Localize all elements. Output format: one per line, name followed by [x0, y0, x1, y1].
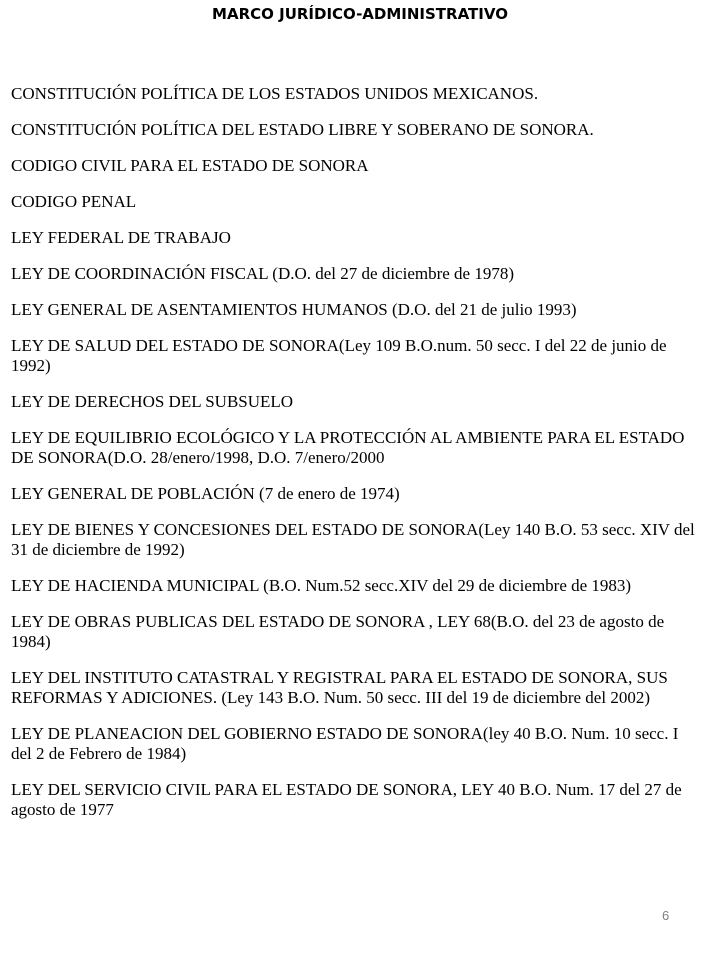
law-item-ley-instituto-catastral: LEY DEL INSTITUTO CATASTRAL Y REGISTRAL PARA EL ESTADO DE SONORA, SUS REFORMAS Y ADICIONES. (Ley 143 B.O. Num. 50 secc. III del 19 de diciembre del 2002): [11, 668, 668, 707]
law-item-ley-coordinacion-fiscal: LEY DE COORDINACIÓN FISCAL (D.O. del 27 de diciembre de 1978): [11, 264, 514, 283]
law-item-constitucion-federal: CONSTITUCIÓN POLÍTICA DE LOS ESTADOS UNIDOS MEXICANOS.: [11, 84, 539, 103]
law-item-codigo-civil: CODIGO CIVIL PARA EL ESTADO DE SONORA: [11, 156, 369, 175]
page-title: MARCO JURÍDICO-ADMINISTRATIVO: [212, 5, 508, 23]
law-item-codigo-penal: CODIGO PENAL: [11, 192, 137, 211]
law-item-ley-asentamientos-humanos: LEY GENERAL DE ASENTAMIENTOS HUMANOS (D.O. del 21 de julio 1993): [11, 300, 577, 319]
law-item-ley-salud: LEY DE SALUD DEL ESTADO DE SONORA(Ley 109 B.O.num. 50 secc. I del 22 de junio de 1992): [11, 336, 667, 375]
law-item-ley-federal-trabajo: LEY FEDERAL DE TRABAJO: [11, 228, 231, 247]
law-item-constitucion-sonora: CONSTITUCIÓN POLÍTICA DEL ESTADO LIBRE Y SOBERANO DE SONORA.: [11, 120, 594, 139]
law-item-ley-planeacion: LEY DE PLANEACION DEL GOBIERNO ESTADO DE SONORA(ley 40 B.O. Num. 10 secc. I del 2 de Febrero de 1984): [11, 724, 679, 763]
law-item-ley-derechos-subsuelo: LEY DE DERECHOS DEL SUBSUELO: [11, 392, 294, 411]
law-item-ley-general-poblacion: LEY GENERAL DE POBLACIÓN (7 de enero de 1974): [11, 484, 400, 503]
page-number: 6: [662, 908, 670, 923]
law-item-ley-equilibrio-ecologico: LEY DE EQUILIBRIO ECOLÓGICO Y LA PROTECCIÓN AL AMBIENTE PARA EL ESTADO DE SONORA(D.O. 28/enero/1998, D.O. 7/enero/2000: [11, 428, 685, 467]
law-item-ley-servicio-civil: LEY DEL SERVICIO CIVIL PARA EL ESTADO DE SONORA, LEY 40 B.O. Num. 17 del 27 de agosto de 1977: [11, 780, 682, 819]
law-item-ley-obras-publicas: LEY DE OBRAS PUBLICAS DEL ESTADO DE SONORA , LEY 68(B.O. del 23 de agosto de 1984): [11, 612, 665, 651]
law-item-ley-hacienda-municipal: LEY DE HACIENDA MUNICIPAL (B.O. Num.52 secc.XIV del 29 de diciembre de 1983): [11, 576, 632, 595]
law-list: [11, 84, 696, 836]
law-item-ley-bienes-concesiones: LEY DE BIENES Y CONCESIONES DEL ESTADO DE SONORA(Ley 140 B.O. 53 secc. XIV del 31 de diciembre de 1992): [11, 520, 695, 559]
